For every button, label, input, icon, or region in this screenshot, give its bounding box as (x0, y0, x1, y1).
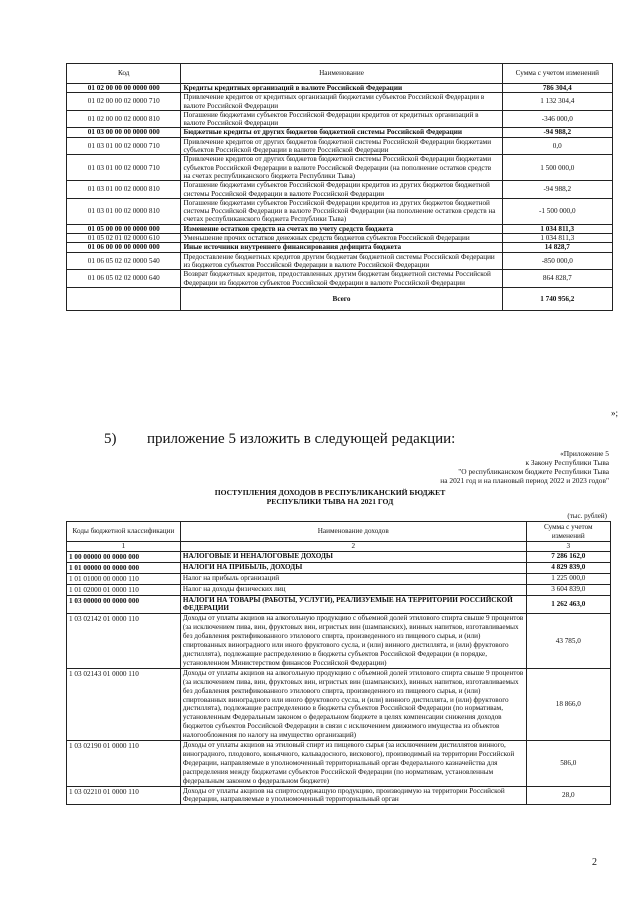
row-code: 01 02 00 00 02 0000 710 (67, 93, 181, 111)
row-code: 01 03 01 00 02 0000 810 (67, 181, 181, 199)
table-row (67, 786, 611, 805)
row-code: 1 01 01000 00 0000 110 (67, 573, 181, 584)
appendix-line-1: «Приложение 5 (560, 449, 609, 458)
row-sum: 43 785,0 (526, 614, 610, 668)
row-sum: 3 604 839,0 (526, 584, 610, 595)
index-1: 1 (67, 542, 181, 552)
row-name: Кредиты кредитных организаций в валюте Российской Федерации (181, 84, 502, 93)
row-code: 1 03 02143 01 0000 110 (67, 668, 181, 740)
row-sum: 786 304,4 (502, 84, 612, 93)
row-code: 01 03 01 00 02 0000 710 (67, 155, 181, 181)
table-row (67, 155, 613, 181)
total-label: Всего (181, 287, 502, 310)
row-code: 01 06 05 02 02 0000 540 (67, 252, 181, 270)
row-name: Предоставление бюджетных кредитов другим бюджетам бюджетной системы Российской Федерации из бюджетов субъектов Российской Федерации в валюте Российской Федерации (181, 252, 502, 270)
table-row (67, 198, 613, 224)
row-sum: -346 000,0 (502, 110, 612, 128)
table-row (67, 584, 611, 595)
index-2: 2 (180, 542, 526, 552)
row-sum: 586,0 (526, 741, 610, 787)
item-number: 5) (104, 431, 117, 447)
row-name: Доходы от уплаты акцизов на этиловый спирт из пищевого сырья (за исключением дистиллятов винного, виноградного, плодового, коньячного, кальвадосного, вискового), производимый на территории Российской Федерации, направляемые в уполномоченный территориальный орган Федерального казначейства для распределения между бюджетами субъектов Российской Федерации (по нормативам, установленным федеральным законом о федеральном бюджете) (180, 741, 526, 787)
title-line-1: ПОСТУПЛЕНИЯ ДОХОДОВ В РЕСПУБЛИКАНСКИЙ БЮДЖЕТ (214, 488, 446, 497)
row-name: Привлечение кредитов от других бюджетов бюджетной системы Российской Федерации бюджетами субъектов Российской Федерации в валюте Российской Федерации (181, 137, 502, 155)
appendix-line-3: "О республиканском бюджете Республики Тыва (458, 467, 609, 476)
row-sum: 28,0 (526, 786, 610, 805)
row-sum: 0,0 (502, 137, 612, 155)
revenue-table (66, 521, 611, 805)
table-row (67, 224, 613, 233)
row-sum: -94 988,2 (502, 128, 612, 137)
row-name: Доходы от уплаты акцизов на алкогольную продукцию с объемной долей этилового спирта свыше 9 процентов (за исключением пива, вин, фруктовых вин, игристых вин (шампанских), винных напитков, изготавливаемых без добавления ректификованного этилового спирта, произведенного из пищевого сырья, и (или) спиртованных виноградного или иного фруктового сусла, и (или) винного дистиллята, и (или) фруктового дистиллята), подлежащие распределению в бюджеты субъектов Российской Федерации (по нормативам, установленным Федеральным законом о федеральном бюджете в целях компенсации снижения доходов бюджетов субъектов Российской Федерации в связи с исключением движимого имущества из объектов налогообложения по налогу на имущество организаций) (180, 668, 526, 740)
row-name: Доходы от уплаты акцизов на спиртосодержащую продукцию, производимую на территории Российской Федерации, направляемые в уполномоченный территориальный орган (180, 786, 526, 805)
row-name: НАЛОГИ НА ТОВАРЫ (РАБОТЫ, УСЛУГИ), РЕАЛИЗУЕМЫЕ НА ТЕРРИТОРИИ РОССИЙСКОЙ ФЕДЕРАЦИИ (180, 595, 526, 614)
table-row (67, 614, 611, 668)
title-line-2: РЕСПУБЛИКИ ТЫВА НА 2021 ГОД (266, 497, 394, 506)
row-code: 1 00 00000 00 0000 000 (67, 551, 181, 562)
row-sum: 14 828,7 (502, 243, 612, 252)
total-row (67, 287, 613, 310)
row-name: Привлечение кредитов от других бюджетов бюджетной системы Российской Федерации бюджетами субъектов Российской Федерации в валюте Российской Федерации (на пополнение остатков средств на счетах республиканского бюджета Республики Тыва) (181, 155, 502, 181)
row-code: 01 06 05 02 02 0000 640 (67, 270, 181, 288)
table-row (67, 270, 613, 288)
row-code: 01 02 00 00 02 0000 810 (67, 110, 181, 128)
row-sum: 1 034 811,3 (502, 224, 612, 233)
row-sum: 1 132 304,4 (502, 93, 612, 111)
table-row (67, 573, 611, 584)
row-name: Уменьшение прочих остатков денежных средств бюджетов субъектов Российской Федерации (181, 234, 502, 243)
row-code: 1 03 02190 01 0000 110 (67, 741, 181, 787)
sources-table (66, 63, 613, 311)
units-label: (тыс. рублей) (567, 512, 607, 520)
row-code: 1 03 02142 01 0000 110 (67, 614, 181, 668)
row-name: Бюджетные кредиты от других бюджетов бюджетной системы Российской Федерации (181, 128, 502, 137)
table-row (67, 93, 613, 111)
row-name: НАЛОГОВЫЕ И НЕНАЛОГОВЫЕ ДОХОДЫ (180, 551, 526, 562)
row-name: Привлечение кредитов от кредитных организаций бюджетами субъектов Российской Федерации в валюте Российской Федерации (181, 93, 502, 111)
table-row (67, 595, 611, 614)
row-name: Налог на доходы физических лиц (180, 584, 526, 595)
header-name: Наименование (181, 64, 502, 84)
row-name: Изменение остатков средств на счетах по учету средств бюджета (181, 224, 502, 233)
appendix-line-4: на 2021 год и на плановый период 2022 и 2023 годов" (440, 476, 609, 485)
header-revenue-name: Наименование доходов (180, 522, 526, 542)
table-row (67, 252, 613, 270)
row-code: 1 01 00000 00 0000 000 (67, 562, 181, 573)
header-sum: Сумма с учетом изменений (502, 64, 612, 84)
table-row (67, 551, 611, 562)
row-code: 01 05 00 00 00 0000 000 (67, 224, 181, 233)
row-code: 01 03 01 00 02 0000 710 (67, 137, 181, 155)
table-row (67, 181, 613, 199)
row-sum: 864 828,7 (502, 270, 612, 288)
table-row (67, 84, 613, 93)
row-name: Погашение бюджетами субъектов Российской Федерации кредитов от кредитных организаций в валюте Российской Федерации (181, 110, 502, 128)
row-code: 01 05 02 01 02 0000 610 (67, 234, 181, 243)
row-name: Налог на прибыль организаций (180, 573, 526, 584)
header-codes: Коды бюджетной классификации (67, 522, 181, 542)
row-code: 01 03 01 00 02 0000 810 (67, 198, 181, 224)
row-name: НАЛОГИ НА ПРИБЫЛЬ, ДОХОДЫ (180, 562, 526, 573)
row-code: 1 03 00000 00 0000 000 (67, 595, 181, 614)
row-name: Доходы от уплаты акцизов на алкогольную продукцию с объемной долей этилового спирта свыше 9 процентов (за исключением пива, вин, фруктовых вин, игристых вин (шампанских), винных напитков, изготавливаемых без добавления ректификованного этилового спирта, произведенного из пищевого сырья, и (или) спиртованных виноградного или иного фруктового сусла, и (или) винного дистиллята, и (или) фруктового дистиллята), подлежащие распределению в бюджеты субъектов Российской Федерации (в порядке, установленном Министерством финансов Российской Федерации) (180, 614, 526, 668)
row-code: 01 02 00 00 00 0000 000 (67, 84, 181, 93)
row-sum: -1 500 000,0 (502, 198, 612, 224)
table-row (67, 234, 613, 243)
header-revenue-sum: Сумма с учетом изменений (526, 522, 610, 542)
row-code: 01 06 00 00 00 0000 000 (67, 243, 181, 252)
row-code: 01 03 00 00 00 0000 000 (67, 128, 181, 137)
row-name: Погашение бюджетами субъектов Российской Федерации кредитов из других бюджетов бюджетной системы Российской Федерации в валюте Российской Федерации (181, 181, 502, 199)
row-code: 1 03 02210 01 0000 110 (67, 786, 181, 805)
table-row (67, 741, 611, 787)
total-sum: 1 740 956,2 (502, 287, 612, 310)
row-name: Возврат бюджетных кредитов, предоставленных другим бюджетам бюджетной системы Российской Федерации из бюджетов субъектов Российской Федерации в валюте Российской Федерации (181, 270, 502, 288)
closing-quote: »; (611, 408, 619, 418)
row-sum: 1 500 000,0 (502, 155, 612, 181)
row-sum: 4 829 839,0 (526, 562, 610, 573)
header-code: Код (67, 64, 181, 84)
appendix-line-2: к Закону Республики Тыва (525, 458, 609, 467)
page-number: 2 (592, 857, 597, 868)
row-sum: 1 034 811,3 (502, 234, 612, 243)
row-sum: 18 866,0 (526, 668, 610, 740)
row-sum: 7 286 162,0 (526, 551, 610, 562)
table-row (67, 668, 611, 740)
row-sum: 1 225 000,0 (526, 573, 610, 584)
row-code: 1 01 02000 01 0000 110 (67, 584, 181, 595)
item-text: приложение 5 изложить в следующей редакции: (147, 431, 456, 447)
table-row (67, 137, 613, 155)
table-row (67, 243, 613, 252)
table-row (67, 562, 611, 573)
row-sum: -94 988,2 (502, 181, 612, 199)
row-name: Иные источники внутреннего финансирования дефицита бюджета (181, 243, 502, 252)
index-3: 3 (526, 542, 610, 552)
row-sum: -850 000,0 (502, 252, 612, 270)
table-row (67, 110, 613, 128)
row-name: Погашение бюджетами субъектов Российской Федерации кредитов из других бюджетов бюджетной системы Российской Федерации в валюте Российской Федерации (на пополнение остатков средств на счетах республиканского бюджета Республики Тыва) (181, 198, 502, 224)
table-row (67, 128, 613, 137)
row-sum: 1 262 463,0 (526, 595, 610, 614)
